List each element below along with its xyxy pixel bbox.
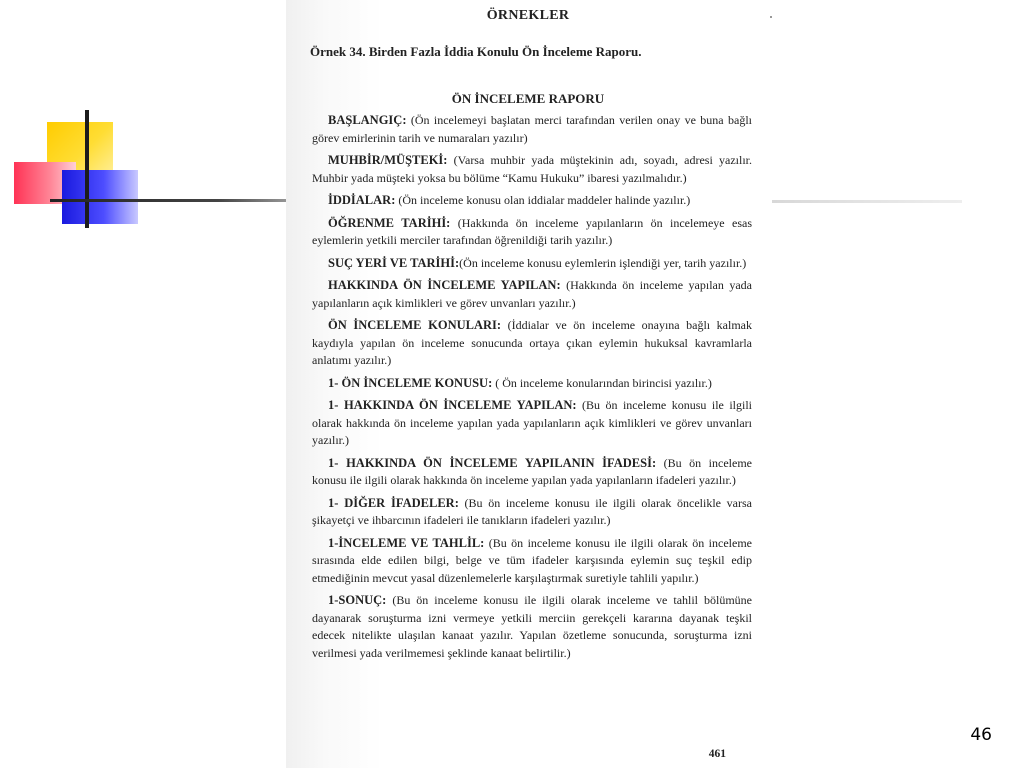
report-paragraph: [312, 455, 752, 490]
report-paragraph: [312, 397, 752, 450]
paragraph-heading: İDDİALAR:: [328, 193, 396, 207]
scanned-page: [286, 0, 770, 768]
report-paragraph: [312, 215, 752, 250]
decor-blue-square: [62, 170, 138, 224]
report-body: [312, 112, 752, 667]
paragraph-text: (Bu ön inceleme konusu ile ilgili olarak hakkında ön inceleme yapılan yada yapılanların ifadeleri yazılır.): [312, 455, 752, 487]
paragraph-heading: BAŞLANGIÇ:: [328, 113, 407, 127]
paragraph-heading: 1- DİĞER İFADELER:: [328, 495, 459, 510]
report-paragraph: [312, 152, 752, 187]
paragraph-heading: 1- ÖN İNCELEME KONUSU:: [328, 375, 493, 390]
paragraph-text: (Ön inceleme konusu olan iddialar maddeler halinde yazılır.): [395, 193, 691, 207]
slide-decoration: [0, 0, 300, 240]
book-page-number: 461: [708, 748, 726, 760]
report-paragraph: [312, 535, 752, 588]
paragraph-heading: MUHBİR/MÜŞTEKİ:: [328, 153, 448, 167]
paragraph-text: (Bu ön inceleme konusu ile ilgili olarak inceleme ve tahlil bölümüne dayanarak soruşturma izni vermeye yetkili merciin gerekçeli kararına dayanak teşkil edecek nitelikte ulaşılan kanaat yazılır. Yapılan özetleme sonucunda, soruşturma izni verilmesi yada verilmemesi şeklinde kanaat belirtilir.): [312, 593, 752, 660]
paragraph-heading: 1-İNCELEME VE TAHLİL:: [328, 535, 485, 550]
paragraph-heading: 1- HAKKINDA ÖN İNCELEME YAPILANIN İFADESİ:: [328, 455, 657, 470]
paragraph-text: (Bu ön inceleme konusu ile ilgili olarak öncelikle varsa şikayetçi ve ihbarcının ifadeleri ile tanıkların ifadeleri yazılır.): [312, 495, 752, 527]
report-paragraph: [312, 112, 752, 147]
paragraph-text: (İddialar ve ön inceleme onayına bağlı kalmak kaydıyla yapılan ön inceleme sonucunda ortaya çıkan eylemin hukuksal kavramlarla anlatımı yazılır.): [312, 318, 752, 367]
report-paragraph: [312, 495, 752, 530]
paragraph-text: (Ön incelemeyi başlatan merci tarafından verilen onay ve buna bağlı görev emirlerinin tarih ve numaraları yazılır): [312, 113, 752, 145]
decor-dot: [770, 16, 772, 18]
report-paragraph: [312, 592, 752, 662]
slide-number: 46: [970, 725, 992, 745]
report-paragraph: [312, 192, 752, 210]
paragraph-text: (Hakkında ön inceleme yapılanların ön incelemeye esas eylemlerin yetkili merciler tarafından öğrenildiği tarih yazılır.): [312, 215, 753, 247]
report-paragraph: [312, 375, 752, 393]
paragraph-heading: ÖĞRENME TARİHİ:: [328, 215, 451, 230]
example-title: Örnek 34. Birden Fazla İddia Konulu Ön İnceleme Raporu.: [310, 44, 642, 59]
paragraph-text: (Varsa muhbir yada müştekinin adı, soyadı, adresi yazılır. Muhbir yada müşteki yoksa bu bölüme “Kamu Hukuku” ibaresi yazılmalıdır.): [312, 153, 752, 185]
paragraph-heading: SUÇ YERİ VE TARİHİ:: [328, 255, 460, 270]
decor-horizontal-line: [50, 199, 290, 202]
report-title: ÖN İNCELEME RAPORU: [451, 91, 605, 106]
paragraph-heading: 1-SONUÇ:: [328, 593, 387, 607]
page-header: ÖRNEKLER: [486, 8, 570, 23]
decor-vertical-line: [85, 110, 89, 228]
paragraph-text: (Bu ön inceleme konusu ile ilgili olarak ön inceleme sırasında elde edilen bilgi, belge ve tüm ifadeler karşısında eylemin suç teşkil edip etmediğinin mevcut yasal düzenlemelerle karşılaştırmak suretiyle tahlili yapılır.): [312, 535, 752, 585]
report-paragraph: [312, 317, 752, 370]
paragraph-heading: 1- HAKKINDA ÖN İNCELEME YAPILAN:: [328, 398, 577, 412]
paragraph-heading: ÖN İNCELEME KONULARI:: [328, 318, 502, 332]
paragraph-heading: HAKKINDA ÖN İNCELEME YAPILAN:: [328, 278, 561, 292]
report-paragraph: [312, 277, 752, 312]
report-paragraph: [312, 255, 752, 273]
decor-horizontal-line-right: [772, 200, 962, 203]
paragraph-text: (Ön inceleme konusu eylemlerin işlendiği yer, tarih yazılır.): [459, 255, 747, 270]
paragraph-text: (Hakkında ön inceleme yapılan yada yapılanların açık kimlikleri ve görev unvanları yazılır.): [312, 278, 753, 310]
paragraph-text: (Bu ön inceleme konusu ile ilgili olarak hakkında ön inceleme yapılan yada yapılanların açık kimlikleri ve görev unvanları yazılır.): [312, 398, 752, 447]
paragraph-text: ( Ön inceleme konularından birincisi yazılır.): [492, 375, 712, 390]
